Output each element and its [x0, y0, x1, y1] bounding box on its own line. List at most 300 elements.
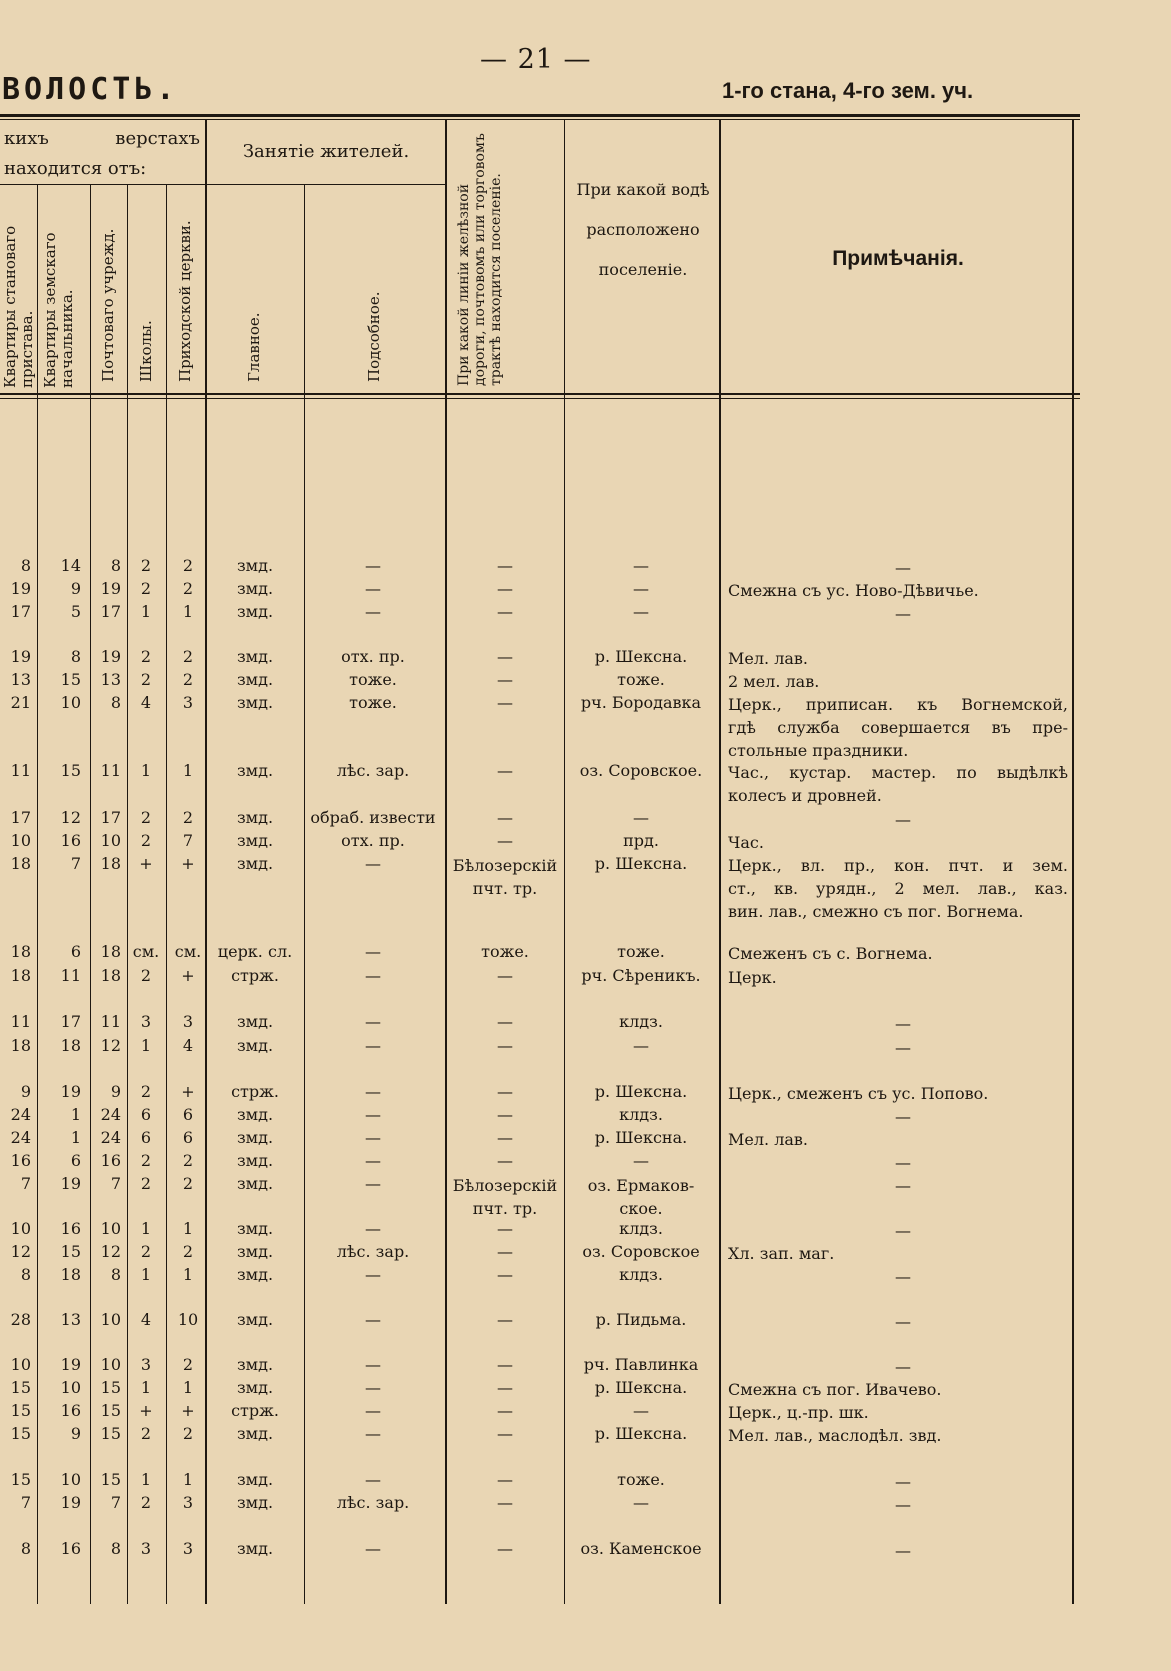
cell-water: оз. Соровское.	[579, 761, 703, 780]
cell-water: —	[633, 602, 649, 621]
cell-main-occupation: змд.	[236, 1105, 274, 1124]
cell-postal: 18	[100, 966, 121, 985]
cell-road: —	[497, 693, 513, 712]
cell-aux-occupation: отх. пр.	[341, 831, 405, 850]
cell-main-occupation: змд.	[236, 1310, 274, 1329]
cell-postal: 7	[110, 1493, 121, 1512]
cell-stanovoy: 11	[10, 761, 31, 780]
cell-notes-line: —	[895, 1472, 911, 1491]
cell-postal: 8	[110, 556, 121, 575]
cell-water: тоже.	[617, 1470, 665, 1489]
cell-road: —	[497, 647, 513, 666]
cell-main-occupation: церк. сл.	[217, 942, 293, 961]
cell-road: —	[497, 808, 513, 827]
cell-zemsky: 18	[60, 1036, 81, 1055]
cell-road: —	[497, 1128, 513, 1147]
cell-stanovoy: 11	[10, 1012, 31, 1031]
cell-zemsky: 16	[60, 1539, 81, 1558]
aux-header: Подсобное.	[365, 291, 383, 382]
cell-school: 6	[140, 1105, 152, 1124]
cell-road: —	[497, 602, 513, 621]
cell-notes-line: гдѣ служба совершается въ пре-	[728, 718, 1068, 737]
cell-postal: 15	[100, 1378, 121, 1397]
cell-church: 2	[182, 1242, 194, 1261]
cell-notes-line: Хл. зап. маг.	[728, 1244, 835, 1263]
postal-header: Почтоваго учрежд.	[99, 228, 117, 382]
occupation-group-header: Занятіе жителей.	[242, 141, 410, 162]
cell-water: прд.	[623, 831, 659, 850]
cell-main-occupation: змд.	[236, 1242, 274, 1261]
cell-school: см.	[132, 942, 160, 961]
cell-road: —	[497, 1493, 513, 1512]
cell-zemsky: 1	[70, 1105, 81, 1124]
cell-church: 3	[182, 1493, 194, 1512]
cell-church: 2	[182, 647, 194, 666]
cell-stanovoy: 17	[10, 602, 31, 621]
cell-notes-line: —	[895, 1495, 911, 1514]
cell-church: 3	[182, 1539, 194, 1558]
cell-notes-line: —	[895, 1541, 911, 1560]
cell-stanovoy: 18	[10, 854, 31, 873]
column-rule	[1072, 120, 1074, 1604]
cell-aux-occupation: —	[365, 1378, 381, 1397]
cell-road: —	[497, 1219, 513, 1238]
cell-aux-occupation: обраб. извести	[310, 808, 436, 827]
cell-postal: 24	[100, 1105, 121, 1124]
cell-road: —	[497, 1310, 513, 1329]
cell-stanovoy: 15	[10, 1378, 31, 1397]
cell-stanovoy: 15	[10, 1470, 31, 1489]
cell-notes-line: Час., кустар. мастер. по выдѣлкѣ	[728, 763, 1068, 782]
cell-school: 2	[140, 808, 152, 827]
cell-road: —	[497, 1424, 513, 1443]
cell-postal: 11	[100, 1012, 121, 1031]
column-rule	[205, 120, 207, 1604]
cell-postal: 19	[100, 647, 121, 666]
cell-zemsky: 11	[60, 966, 81, 985]
cell-stanovoy: 8	[20, 1265, 31, 1284]
cell-aux-occupation: тоже.	[349, 670, 397, 689]
cell-school: 4	[140, 693, 152, 712]
cell-church: 2	[182, 1151, 194, 1170]
cell-zemsky: 14	[60, 556, 81, 575]
cell-notes-line: стольные праздники.	[728, 741, 909, 760]
cell-notes-line: Церк., смеженъ съ ус. Попово.	[728, 1084, 989, 1103]
cell-zemsky: 16	[60, 831, 81, 850]
cell-postal: 17	[100, 602, 121, 621]
cell-church: 2	[182, 556, 194, 575]
cell-school: 1	[140, 761, 152, 780]
cell-zemsky: 6	[70, 942, 81, 961]
cell-postal: 15	[100, 1424, 121, 1443]
cell-water: —	[633, 808, 649, 827]
cell-road: —	[497, 761, 513, 780]
cell-stanovoy: 17	[10, 808, 31, 827]
cell-water: рч. Сѣреникъ.	[581, 966, 701, 985]
cell-stanovoy: 18	[10, 942, 31, 961]
cell-church: 1	[182, 1265, 194, 1284]
cell-road: Бѣлозерскій пчт. тр.	[452, 856, 558, 898]
cell-road: —	[497, 1242, 513, 1261]
cell-zemsky: 18	[60, 1265, 81, 1284]
cell-water: —	[633, 1401, 649, 1420]
cell-zemsky: 19	[60, 1355, 81, 1374]
road-header: При какой линіи желѣзной дороги, почтовомъ или торговомъ трактѣ находится поселеніе.	[456, 133, 504, 386]
cell-school: 3	[140, 1355, 152, 1374]
cell-stanovoy: 15	[10, 1401, 31, 1420]
cell-water: клдз.	[619, 1265, 663, 1284]
school-header: Школы.	[137, 320, 155, 382]
cell-main-occupation: стрж.	[231, 1082, 279, 1101]
cell-school: 2	[140, 831, 152, 850]
cell-main-occupation: змд.	[236, 854, 274, 873]
cell-postal: 8	[110, 1539, 121, 1558]
cell-school: 4	[140, 1310, 152, 1329]
cell-main-occupation: змд.	[236, 1470, 274, 1489]
cell-postal: 19	[100, 579, 121, 598]
cell-stanovoy: 18	[10, 1036, 31, 1055]
cell-water: —	[633, 556, 649, 575]
cell-school: 1	[140, 1470, 152, 1489]
cell-road: —	[497, 1470, 513, 1489]
cell-road: —	[497, 1012, 513, 1031]
cell-school: 1	[140, 1036, 152, 1055]
cell-zemsky: 15	[60, 761, 81, 780]
cell-notes-line: 2 мел. лав.	[728, 672, 820, 691]
column-rule	[304, 184, 305, 1604]
column-rule	[564, 120, 565, 1604]
cell-church: 2	[182, 1355, 194, 1374]
cell-postal: 9	[110, 1082, 121, 1101]
cell-main-occupation: змд.	[236, 761, 274, 780]
cell-aux-occupation: —	[365, 1310, 381, 1329]
cell-postal: 13	[100, 670, 121, 689]
cell-road: —	[497, 1105, 513, 1124]
cell-water: р. Шексна.	[594, 647, 688, 666]
cell-postal: 10	[100, 1355, 121, 1374]
cell-zemsky: 13	[60, 1310, 81, 1329]
cell-notes-line: вин. лав., смежно съ пог. Вогнема.	[728, 902, 1024, 921]
cell-water: рч. Павлинка	[583, 1355, 699, 1374]
cell-church: +	[181, 1082, 195, 1101]
cell-church: 4	[182, 1036, 194, 1055]
cell-school: 2	[140, 1082, 152, 1101]
cell-road: —	[497, 1151, 513, 1170]
cell-church: 1	[182, 1470, 194, 1489]
cell-school: +	[139, 1401, 153, 1420]
cell-aux-occupation: —	[365, 579, 381, 598]
cell-zemsky: 16	[60, 1401, 81, 1420]
cell-road: —	[497, 1355, 513, 1374]
cell-water: р. Пидьма.	[595, 1310, 687, 1329]
cell-main-occupation: змд.	[236, 1128, 274, 1147]
cell-stanovoy: 21	[10, 693, 31, 712]
cell-aux-occupation: —	[365, 1012, 381, 1031]
cell-stanovoy: 12	[10, 1242, 31, 1261]
cell-postal: 17	[100, 808, 121, 827]
stanovoy-header: Квартиры становаго пристава.	[1, 225, 36, 388]
cell-postal: 10	[100, 1219, 121, 1238]
cell-school: 2	[140, 1174, 152, 1193]
cell-main-occupation: змд.	[236, 1539, 274, 1558]
church-header: Приходской церкви.	[176, 220, 194, 382]
cell-school: 1	[140, 1265, 152, 1284]
cell-notes-line: —	[895, 1176, 911, 1195]
cell-stanovoy: 10	[10, 1219, 31, 1238]
cell-zemsky: 15	[60, 670, 81, 689]
cell-notes-line: —	[895, 1014, 911, 1033]
cell-zemsky: 12	[60, 808, 81, 827]
header-rule-bottom-2	[0, 398, 1080, 399]
cell-church: 3	[182, 693, 194, 712]
cell-main-occupation: змд.	[236, 602, 274, 621]
cell-road: —	[497, 1265, 513, 1284]
cell-school: 2	[140, 556, 152, 575]
cell-stanovoy: 28	[10, 1310, 31, 1329]
main-header: Главное.	[245, 312, 263, 382]
cell-main-occupation: змд.	[236, 808, 274, 827]
cell-notes-line: Церк., вл. пр., кон. пчт. и зем.	[728, 856, 1068, 875]
cell-postal: 15	[100, 1401, 121, 1420]
cell-school: 2	[140, 1493, 152, 1512]
cell-school: 2	[140, 1424, 152, 1443]
cell-notes-line: —	[895, 1221, 911, 1240]
cell-school: 2	[140, 579, 152, 598]
cell-water: р. Шексна.	[594, 1424, 688, 1443]
cell-main-occupation: змд.	[236, 1265, 274, 1284]
cell-main-occupation: змд.	[236, 1355, 274, 1374]
cell-aux-occupation: —	[365, 1174, 381, 1193]
cell-aux-occupation: лѣс. зар.	[336, 1493, 410, 1512]
cell-water: оз. Каменское	[580, 1539, 702, 1558]
cell-church: 1	[182, 761, 194, 780]
cell-road: Бѣлозерскій пчт. тр.	[452, 1176, 558, 1218]
cell-notes-line: —	[895, 810, 911, 829]
cell-church: 2	[182, 1424, 194, 1443]
cell-school: 1	[140, 602, 152, 621]
header-rule-bottom	[0, 393, 1080, 395]
cell-aux-occupation: —	[365, 1539, 381, 1558]
column-rule	[166, 184, 167, 1604]
cell-road: —	[497, 966, 513, 985]
cell-notes-line: —	[895, 558, 911, 577]
cell-church: +	[181, 1401, 195, 1420]
cell-stanovoy: 24	[10, 1128, 31, 1147]
cell-stanovoy: 16	[10, 1151, 31, 1170]
cell-aux-occupation: —	[365, 556, 381, 575]
cell-church: 6	[182, 1128, 194, 1147]
cell-aux-occupation: —	[365, 1355, 381, 1374]
cell-aux-occupation: лѣс. зар.	[336, 761, 410, 780]
cell-postal: 11	[100, 761, 121, 780]
cell-zemsky: 7	[70, 854, 81, 873]
cell-notes-line: Мел. лав.	[728, 649, 808, 668]
cell-aux-occupation: —	[365, 602, 381, 621]
cell-notes-line: Церк., приписан. къ Вогнемской,	[728, 695, 1068, 714]
header-rule-top	[0, 114, 1080, 117]
cell-main-occupation: стрж.	[231, 1401, 279, 1420]
cell-main-occupation: змд.	[236, 1174, 274, 1193]
cell-stanovoy: 18	[10, 966, 31, 985]
cell-notes-line: Час.	[728, 833, 764, 852]
cell-stanovoy: 15	[10, 1424, 31, 1443]
cell-road: —	[497, 1539, 513, 1558]
zemsky-header: Квартиры земскаго начальника.	[41, 232, 76, 388]
cell-main-occupation: змд.	[236, 1151, 274, 1170]
cell-water: клдз.	[619, 1012, 663, 1031]
cell-church: 6	[182, 1105, 194, 1124]
cell-postal: 18	[100, 854, 121, 873]
cell-stanovoy: 19	[10, 647, 31, 666]
cell-zemsky: 17	[60, 1012, 81, 1031]
cell-road: —	[497, 670, 513, 689]
cell-notes-line: Церк., ц.-пр. шк.	[728, 1403, 869, 1422]
cell-main-occupation: змд.	[236, 1493, 274, 1512]
cell-zemsky: 15	[60, 1242, 81, 1261]
cell-school: 2	[140, 1242, 152, 1261]
cell-church: +	[181, 966, 195, 985]
cell-water: —	[633, 1036, 649, 1055]
cell-stanovoy: 7	[20, 1493, 31, 1512]
cell-school: 2	[140, 1151, 152, 1170]
cell-aux-occupation: —	[365, 1424, 381, 1443]
cell-road: тоже.	[481, 942, 529, 961]
cell-postal: 18	[100, 942, 121, 961]
cell-notes-line: Мел. лав.	[728, 1130, 808, 1149]
cell-postal: 10	[100, 1310, 121, 1329]
cell-main-occupation: змд.	[236, 1036, 274, 1055]
cell-zemsky: 16	[60, 1219, 81, 1238]
cell-school: 1	[140, 1378, 152, 1397]
cell-postal: 8	[110, 693, 121, 712]
cell-zemsky: 5	[70, 602, 81, 621]
cell-road: —	[497, 579, 513, 598]
cell-aux-occupation: —	[365, 1401, 381, 1420]
cell-school: 3	[140, 1012, 152, 1031]
cell-main-occupation: змд.	[236, 1012, 274, 1031]
cell-postal: 12	[100, 1242, 121, 1261]
cell-stanovoy: 19	[10, 579, 31, 598]
cell-postal: 24	[100, 1128, 121, 1147]
header-right: 1-го стана, 4-го зем. уч.	[722, 78, 974, 103]
cell-notes-line: Смежна съ ус. Ново-Дѣвичье.	[728, 581, 979, 600]
cell-stanovoy: 10	[10, 831, 31, 850]
cell-main-occupation: змд.	[236, 579, 274, 598]
cell-zemsky: 10	[60, 693, 81, 712]
cell-water: тоже.	[617, 942, 665, 961]
cell-postal: 10	[100, 831, 121, 850]
cell-notes-line: —	[895, 1312, 911, 1331]
cell-church: 1	[182, 602, 194, 621]
cell-road: —	[497, 831, 513, 850]
cell-main-occupation: змд.	[236, 647, 274, 666]
cell-aux-occupation: —	[365, 1105, 381, 1124]
cell-school: 3	[140, 1539, 152, 1558]
cell-road: —	[497, 1036, 513, 1055]
cell-main-occupation: змд.	[236, 1219, 274, 1238]
cell-zemsky: 10	[60, 1470, 81, 1489]
cell-stanovoy: 8	[20, 556, 31, 575]
column-rule	[127, 184, 128, 1604]
cell-notes-line: Церк.	[728, 968, 777, 987]
cell-water: р. Шексна.	[594, 1128, 688, 1147]
cell-road: —	[497, 1401, 513, 1420]
distance-group-header: кихъ верстахъ находится отъ:	[4, 128, 200, 179]
cell-notes-line: колесъ и дровней.	[728, 786, 882, 805]
cell-aux-occupation: тоже.	[349, 693, 397, 712]
cell-notes-line: Смежна съ пог. Ивачево.	[728, 1380, 942, 1399]
cell-aux-occupation: —	[365, 942, 381, 961]
cell-school: 2	[140, 670, 152, 689]
cell-church: +	[181, 854, 195, 873]
cell-notes-line: —	[895, 604, 911, 623]
cell-notes-line: —	[895, 1267, 911, 1286]
cell-zemsky: 19	[60, 1493, 81, 1512]
cell-church: 10	[177, 1310, 199, 1329]
cell-aux-occupation: —	[365, 966, 381, 985]
cell-water: —	[633, 579, 649, 598]
cell-zemsky: 10	[60, 1378, 81, 1397]
cell-water: р. Шексна.	[594, 1378, 688, 1397]
cell-aux-occupation: —	[365, 1128, 381, 1147]
cell-school: 2	[140, 647, 152, 666]
cell-water: клдз.	[619, 1219, 663, 1238]
cell-zemsky: 1	[70, 1128, 81, 1147]
column-rule	[445, 120, 447, 1604]
cell-aux-occupation: —	[365, 1151, 381, 1170]
cell-zemsky: 19	[60, 1174, 81, 1193]
cell-church: 1	[182, 1219, 194, 1238]
page-number: — 21 —	[480, 44, 592, 75]
cell-water: р. Шексна.	[594, 1082, 688, 1101]
cell-church: 2	[182, 1174, 194, 1193]
cell-postal: 12	[100, 1036, 121, 1055]
cell-church: см.	[174, 942, 202, 961]
cell-main-occupation: змд.	[236, 1378, 274, 1397]
cell-main-occupation: змд.	[236, 556, 274, 575]
header-rule-top-2	[0, 119, 1080, 120]
cell-stanovoy: 13	[10, 670, 31, 689]
cell-school: 1	[140, 1219, 152, 1238]
cell-water: р. Шексна.	[594, 854, 688, 873]
cell-road: —	[497, 1378, 513, 1397]
cell-notes-line: —	[895, 1107, 911, 1126]
cell-water: тоже.	[617, 670, 665, 689]
cell-water: рч. Бородавка	[580, 693, 702, 712]
cell-notes-line: Мел. лав., маслодѣл. звд.	[728, 1426, 942, 1445]
cell-zemsky: 8	[70, 647, 81, 666]
cell-zemsky: 9	[70, 579, 81, 598]
cell-aux-occupation: —	[365, 1036, 381, 1055]
cell-zemsky: 6	[70, 1151, 81, 1170]
cell-school: 6	[140, 1128, 152, 1147]
cell-stanovoy: 9	[20, 1082, 31, 1101]
cell-aux-occupation: отх. пр.	[341, 647, 405, 666]
cell-zemsky: 9	[70, 1424, 81, 1443]
cell-notes-line: —	[895, 1357, 911, 1376]
cell-aux-occupation: лѣс. зар.	[336, 1242, 410, 1261]
cell-postal: 8	[110, 1265, 121, 1284]
cell-notes-line: ст., кв. урядн., 2 мел. лав., каз.	[728, 879, 1068, 898]
cell-main-occupation: стрж.	[231, 966, 279, 985]
cell-road: —	[497, 1082, 513, 1101]
cell-water: оз. Ермаков- ское.	[587, 1176, 695, 1218]
cell-stanovoy: 10	[10, 1355, 31, 1374]
cell-church: 1	[182, 1378, 194, 1397]
cell-stanovoy: 7	[20, 1174, 31, 1193]
cell-church: 2	[182, 579, 194, 598]
cell-main-occupation: змд.	[236, 1424, 274, 1443]
